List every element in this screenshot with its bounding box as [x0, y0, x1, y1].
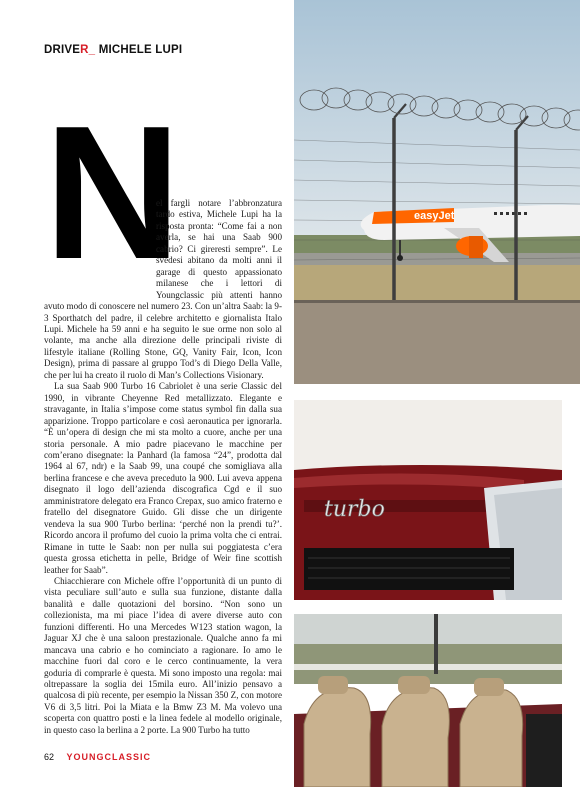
section-label: DRIVE — [44, 44, 81, 56]
article-paragraph: Chiacchierare con Michele offre l’opportunità di un punto di vista peculiare sull’auto e sulla sua funzione, distante dalla banalità e dalle quotazioni del borsino. “Non sono un collezionista, ma mi piace l’idea di avere diverse auto con funzioni differenti. Ho una Mercedes W123 station wagon, la Jaguar XJ che è una saloon prestazionale. Qualche anno fa mi mancava una cabrio e ho cominciato a ragionare. Io amo le macchine fuori dal coro e le cerco continuamente, la vera goduria di comprarle è questa. Mi sono imposto una regola: mai oltrepassare la soglia dei 15mila euro. All’inizio pensavo a qualcosa di più recente, per esempio la Nissan 350 Z, con motore V6 di 3,5 litri. Poi la Miata e la Bmw Z3 M. Ma volevo una scoperta con quattro posti e la linea fedele al modello originale, in questo caso la berlina a 2 porte. La 900 Turbo ha tutto — [44, 575, 282, 735]
car-interior-illustration — [294, 614, 562, 787]
section-header — [44, 44, 182, 56]
car-badge-photo — [294, 400, 562, 600]
leather-seat — [304, 688, 523, 787]
car-badge-illustration — [294, 400, 562, 600]
article-column — [44, 108, 282, 748]
drop-cap: N — [44, 108, 176, 299]
author-name: MICHELE LUPI — [98, 44, 183, 56]
article-paragraph: el fargli notare l’abbronzatura tardo estiva, Michele Lupi ha la risposta pronta: “Come fai a non averla, se hai una Saab 900 cabrio? Ci gireresti sempre”. Le svedesi abitano da molti anni il garage di questo appassionato milanese che i lettori di Youngclassic più attenti hanno avuto modo di conoscere nel numero 23. Con un’altra Saab: la 9-3 Sporthatch del padre, il celebre architetto e giornalista Italo Lupi. Michele ha 59 anni e ha seguito le sue orme non solo al volante, ma anche alla direzione delle principali riviste di lifestyle italiane (Rolling Stone, GQ, Vanity Fair, Icon, Icon Design), prima di passare al gruppo Tod’s di Diego Della Valle, che per lui ha creato il ruolo di Man’s Collections Visionary. — [44, 198, 282, 380]
airport-photo — [294, 0, 580, 384]
section-label-accent: R — [80, 44, 89, 56]
section-separator: _ — [88, 44, 96, 56]
page-number: 62 — [44, 752, 55, 762]
page-footer — [44, 752, 151, 762]
livery-text: easyJet — [414, 210, 455, 222]
magazine-brand: YOUNGCLASSIC — [66, 752, 152, 762]
article-paragraph: La sua Saab 900 Turbo 16 Cabriolet è una serie Classic del 1990, in vibrante Cheyenne Red metallizzato. Elegante e stravagante, in Italia s’impose come status symbol fin dalla sua apparizione. Troppo particolare e così aeronautica per ignorarla. “È un’opera di design che mi sta molto a cuore, anche per una storia personale. A mio padre piacevano le macchine per com’erano disegnate: la Panhard (la famosa “24”, prodotta dal 1964 al 67, ndr) e la Saab 99, una coupé che somigliava alla berlina francese e che aveva preceduto la 900. Lui aveva appena disegnato il logo dell’azienda discografica Cgd e il suo amministratore delegato era Franco Crepax, suo amico fraterno e fratello del disegnatore Guido. Gli disse che un dirigente vendeva la sua 900 Turbo berlina: ‘perché non la prendi tu?’. Ricordo ancora il profumo del cuoio la prima volta che ci entrai. Rimane in tutte le Saab: non per nulla sui poggiatesta c’era questa grossa etichetta in pelle, Bridge of Weir fine scottish leather for Saab”. — [44, 381, 282, 575]
turbo-badge-text: turbo — [324, 497, 385, 522]
airport-illustration — [294, 0, 580, 384]
car-interior-photo — [294, 614, 562, 787]
